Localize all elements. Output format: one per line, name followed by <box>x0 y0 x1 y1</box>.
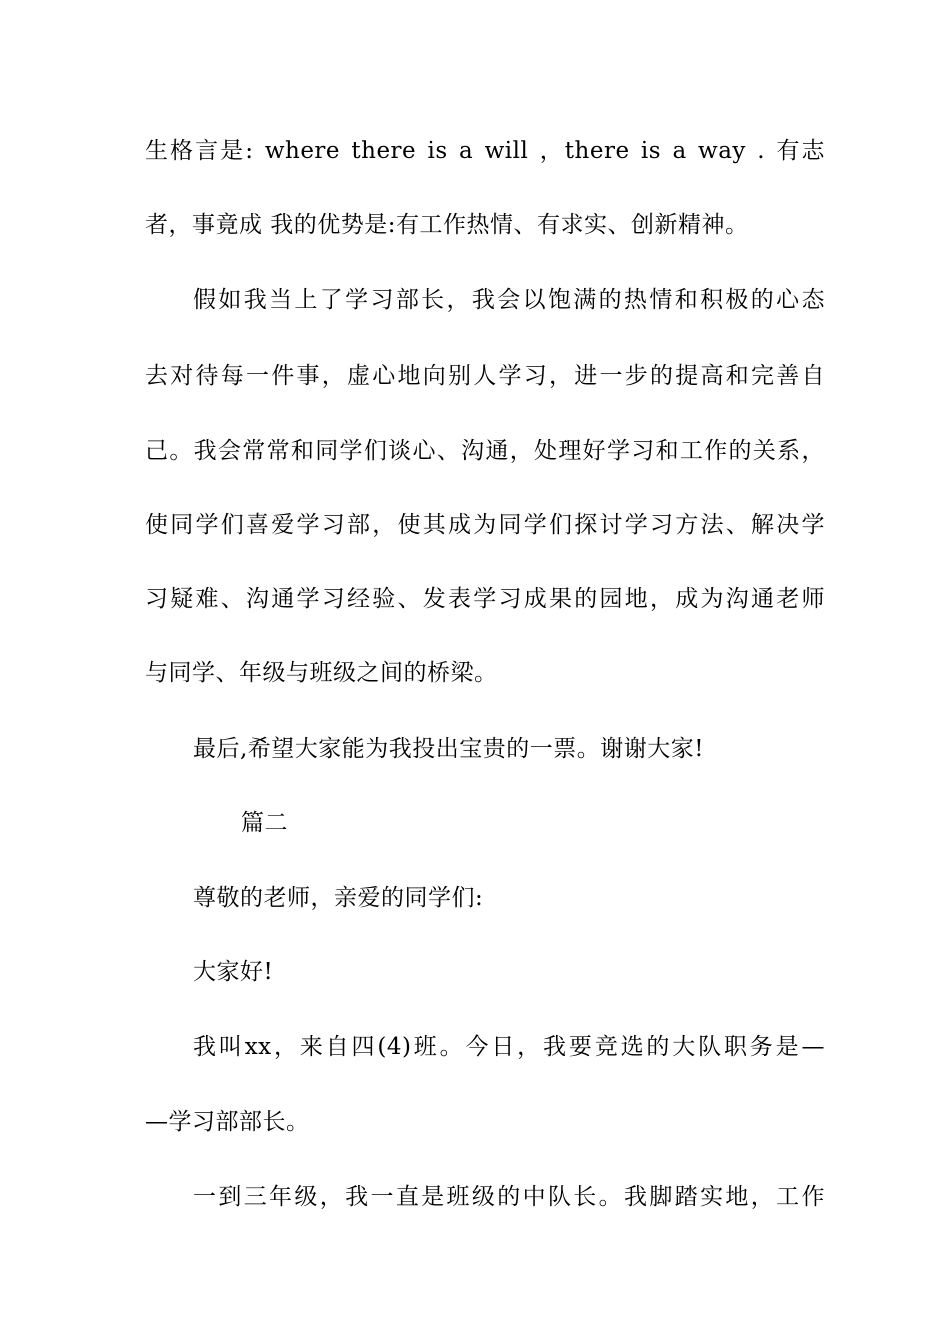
text-line-13: 我叫xx，来自四(4)班。今日，我要竞选的大队职务是— <box>193 1034 825 1060</box>
text-line-14: —学习部部长。 <box>145 1109 310 1135</box>
text-line-6: 使同学们喜爱学习部，使其成为同学们探讨学习方法、解决学 <box>145 512 825 538</box>
text-line-9: 最后,希望大家能为我投出宝贵的一票。谢谢大家! <box>193 736 705 762</box>
text-line-5: 己。我会常常和同学们谈心、沟通，处理好学习和工作的关系， <box>145 438 825 464</box>
text-line-15: 一到三年级，我一直是班级的中队长。我脚踏实地，工作 <box>193 1184 825 1210</box>
section-heading: 篇二 <box>241 810 288 836</box>
text-line-3: 假如我当上了学习部长，我会以饱满的热情和积极的心态 <box>193 287 825 313</box>
greeting-line: 尊敬的老师，亲爱的同学们: <box>193 885 484 911</box>
text-line-2: 者，事竟成 我的优势是:有工作热情、有求实、创新精神。 <box>145 212 749 238</box>
hello-line: 大家好! <box>193 959 274 985</box>
text-line-1: 生格言是: where there is a will ，there is a way . 有志 <box>145 138 825 164</box>
text-line-7: 习疑难、沟通学习经验、发表学习成果的园地，成为沟通老师 <box>145 586 825 612</box>
text-line-4: 去对待每一件事，虚心地向别人学习，进一步的提高和完善自 <box>145 363 825 389</box>
text-line-8: 与同学、年级与班级之间的桥梁。 <box>145 660 498 686</box>
